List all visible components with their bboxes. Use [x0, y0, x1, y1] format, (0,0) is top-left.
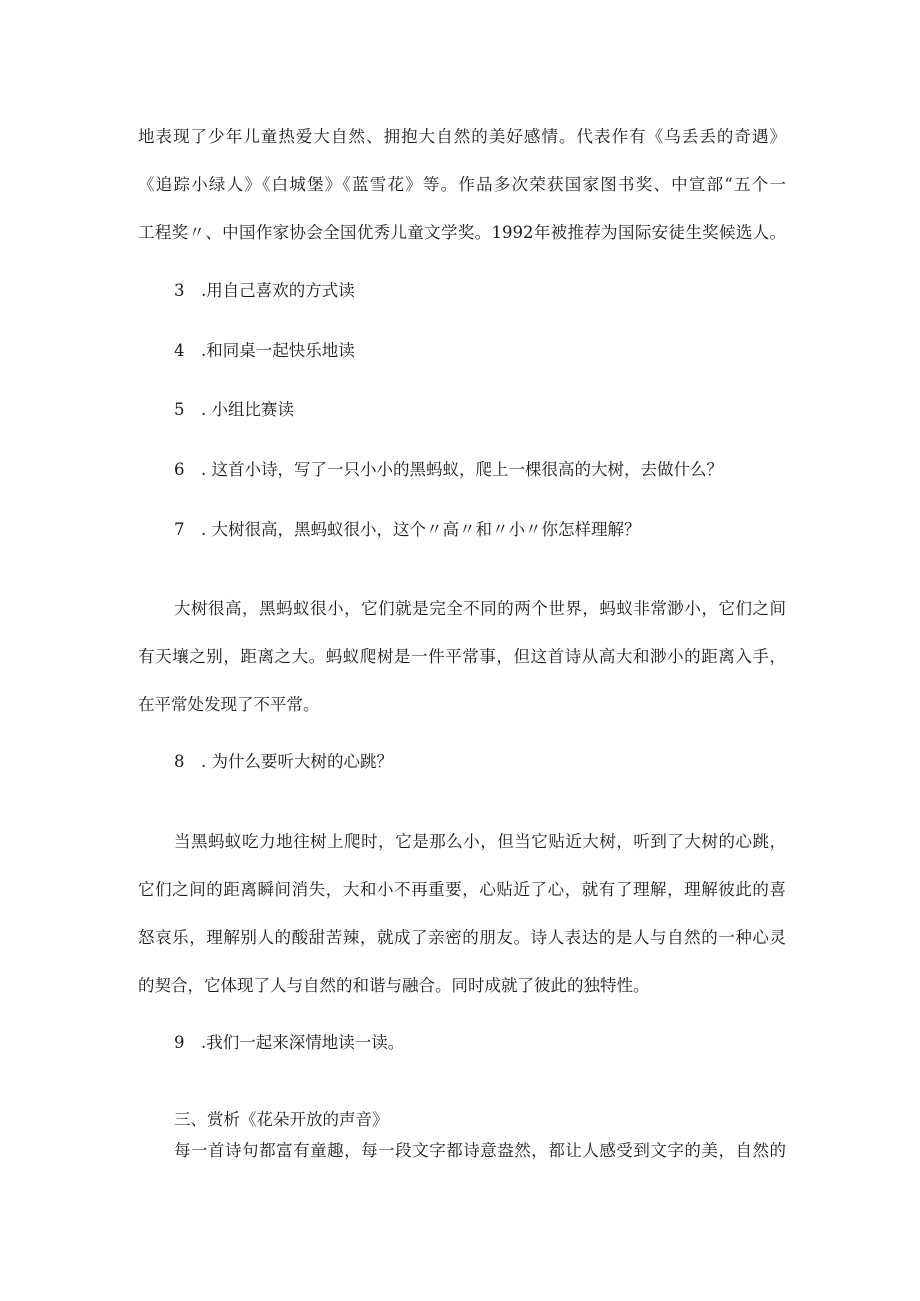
list-item-7: 7 . 大树很高，黑蚂蚁很小，这个〃高〃和〃小〃你怎样理解？: [174, 520, 641, 539]
list-item-8: 8 . 为什么要听大树的心跳？: [174, 752, 393, 771]
list-item-6: 6 . 这首小诗，写了一只小小的黑蚂蚁，爬上一棵很高的大树，去做什么？: [174, 460, 723, 479]
intro-line-2: 《追踪小绿人》《白城堡》《蓝雪花》等。作品多次荣获国家图书奖、中宣部“五个一: [138, 175, 786, 194]
list-item-4: 4 .和同桌一起快乐地读: [174, 341, 355, 360]
answer-7-line-1: 大树很高，黑蚂蚁很小，它们就是完全不同的两个世界，蚂蚁非常渺小，它们之间: [174, 599, 786, 618]
intro-line-3: 工程奖〃、中国作家协会全国优秀儿童文学奖。1992年被推荐为国际安徒生奖候选人。: [138, 223, 786, 242]
answer-8-line-2: 它们之间的距离瞬间消失，大和小不再重要，心贴近了心，就有了理解，理解彼此的喜: [138, 880, 786, 899]
list-item-9: 9 .我们一起来深情地读一读。: [174, 1033, 405, 1052]
list-item-5: 5 . 小组比赛读: [174, 400, 294, 419]
answer-8-line-4: 的契合，它体现了人与自然的和谐与融合。同时成就了彼此的独特性。: [138, 976, 650, 995]
answer-7-line-2: 有天壤之别，距离之大。蚂蚁爬树是一件平常事，但这首诗从高大和渺小的距离入手，: [138, 647, 786, 666]
section-3-heading: 三、赏析《花朵开放的声音》: [174, 1110, 389, 1129]
answer-8-line-1: 当黑蚂蚁吃力地往树上爬时，它是那么小，但当它贴近大树，听到了大树的心跳，: [174, 832, 786, 851]
intro-line-1: 地表现了少年儿童热爱大自然、拥抱大自然的美好感情。代表作有《乌丢丢的奇遇》: [138, 127, 786, 146]
list-item-3: 3 .用自己喜欢的方式读: [174, 281, 355, 300]
answer-8-line-3: 怒哀乐，理解别人的酸甜苦辣，就成了亲密的朋友。诗人表达的是人与自然的一种心灵: [138, 928, 786, 947]
answer-7-line-3: 在平常处发现了不平常。: [138, 695, 320, 714]
section-3-line-1: 每一首诗句都富有童趣，每一段文字都诗意盎然，都让人感受到文字的美，自然的: [174, 1141, 786, 1160]
